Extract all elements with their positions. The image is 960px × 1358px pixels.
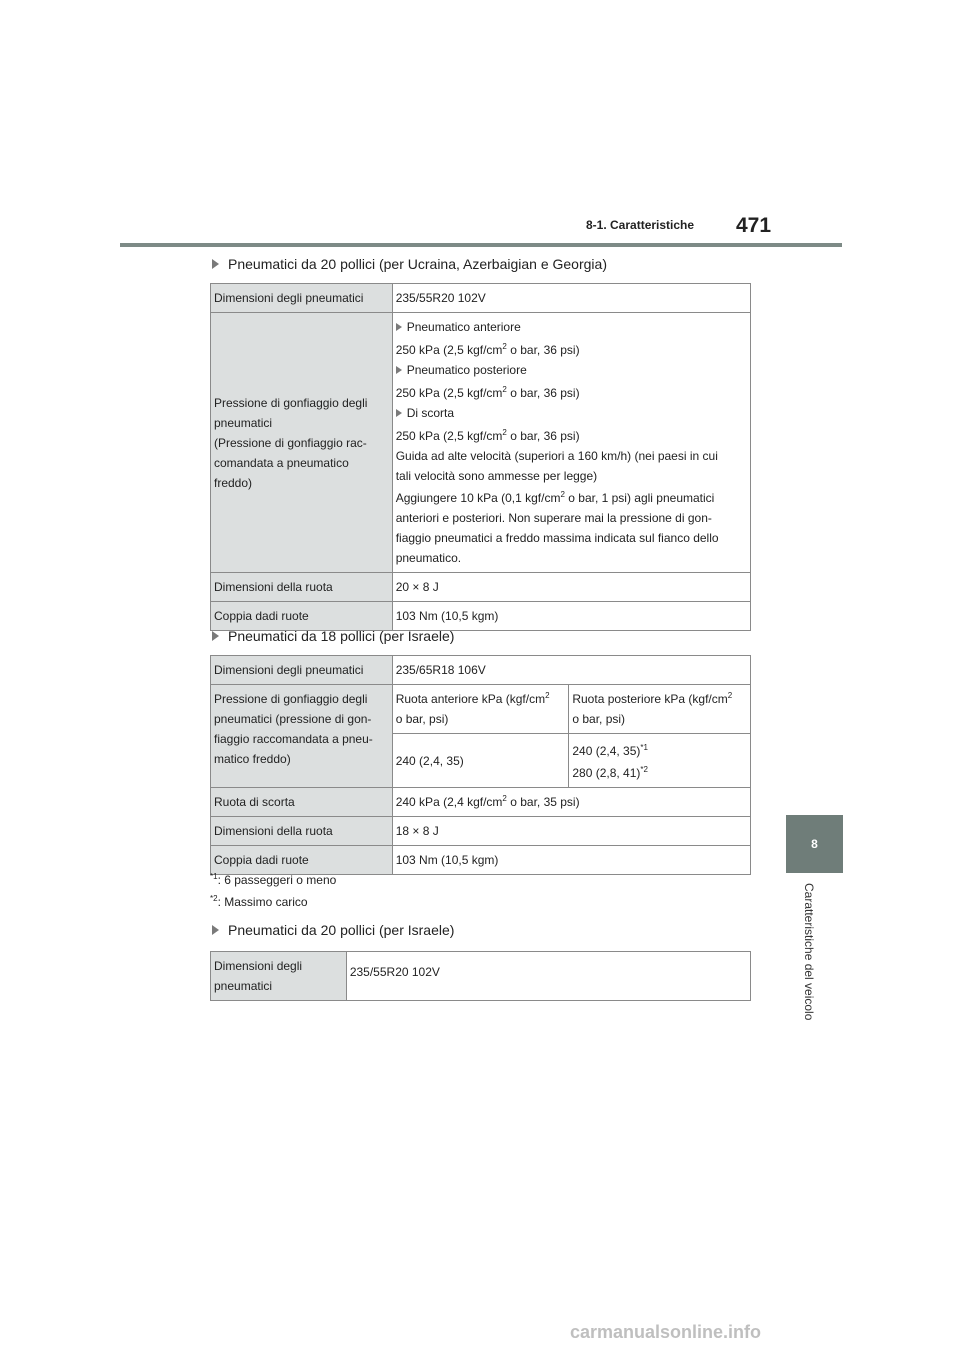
- section-title: 8-1. Caratteristiche: [586, 218, 695, 232]
- triangle-bullet-icon: [396, 366, 402, 374]
- footnote-1: $^{*1}$: 6 passeggeri o meno: [210, 872, 337, 887]
- table-row: [211, 685, 751, 734]
- footnote-2: $^{*2}$: Massimo carico: [210, 894, 308, 909]
- front-tire-value: 250 kPa (2,5 kgf/$cm^2$ o bar, 36 psi): [395, 342, 580, 357]
- pressure-values: Pneumatico anteriore 250 kPa (2,5 kgf/$cm^2$ o bar, 36 psi) Pneumatico posteriore 250 kPa (2,5 kgf/$cm^2$ o bar, 36 psi) Di scorta 250 kPa (2,5 kgf/$cm^2$ o bar, 36 psi) Guida ad alte velocità (superiori a 160 km/h) (nei paesi in cui tali velocità sono ammesse per legge) Aggiungere 10 kPa (0,1 kgf/$cm^2$ o bar, 1 psi) agli pneumatici anteriori e posteriori. Non superare mai la pressione di gon- fiaggio pneumatici a freddo massima indicata sul fianco dello pneumatico.: [392, 313, 750, 573]
- table-row: [211, 573, 751, 602]
- tire-size-label: Dimensioni degli pneumatici: [211, 656, 393, 685]
- pressure-label: Pressione di gonfiaggio degli pneumatici (pressione di gon- fiaggio raccomandata a pneu- matico freddo): [211, 685, 393, 788]
- wheel-size-label: Dimensioni della ruota: [211, 817, 393, 846]
- table-row: [211, 788, 751, 817]
- rear-wheel-values: 240 (2,4, 35)$^{*1}$ 280 (2,8, 41)$^{*2}$: [569, 734, 751, 788]
- spec-table-2: [210, 655, 751, 875]
- triangle-bullet-icon: [212, 259, 219, 269]
- table-row: [211, 846, 751, 875]
- table-row: [211, 656, 751, 685]
- pressure-label: Pressione di gonfiaggio degli pneumatici (Pressione di gonfiaggio rac- comandata a pneumatico freddo): [211, 313, 393, 573]
- watermark-text: carmanualsonline.info: [570, 1322, 762, 1342]
- front-wheel-header: Ruota anteriore kPa ($kgf/cm^2$ o bar, psi): [392, 685, 569, 734]
- wheel-size-value: 18 × 8 J: [392, 817, 750, 846]
- chapter-title: Caratteristiche del veicolo: [802, 883, 816, 1021]
- table-row: [211, 313, 751, 573]
- tire-size-value: 235/55R20 102V: [346, 952, 750, 1001]
- torque-value: 103 Nm (10,5 kgm): [392, 602, 750, 631]
- triangle-bullet-icon: [212, 925, 219, 935]
- torque-label: Coppia dadi ruote: [211, 846, 393, 875]
- rear-tire-title: Pneumatico posteriore: [396, 360, 747, 380]
- page-number: 471: [736, 214, 772, 237]
- front-wheel-value: 240 (2,4, 35): [392, 734, 569, 788]
- torque-value: 103 Nm (10,5 kgm): [392, 846, 750, 875]
- table-row: [211, 284, 751, 313]
- chapter-number: 8: [811, 837, 818, 851]
- tire-size-label: Dimensioni degli pneumatici: [211, 284, 393, 313]
- spare-wheel-value: 240 kPa (2,4 kgf/$cm^2$ o bar, 35 psi): [392, 788, 750, 817]
- rear-wheel-header: Ruota posteriore kPa ($kgf/cm^2$ o bar, psi): [569, 685, 751, 734]
- spec-table-1: [210, 283, 751, 631]
- table-row: [211, 952, 751, 1001]
- spec-table-3: [210, 951, 751, 1001]
- tire-size-label: Dimensioni degli pneumatici: [211, 952, 347, 1001]
- header-rule: [120, 243, 842, 247]
- rear-tire-value: 250 kPa (2,5 kgf/$cm^2$ o bar, 36 psi): [395, 385, 580, 400]
- section-heading-1: Pneumatici da 20 pollici (per Ucraina, Azerbaigian e Georgia): [212, 256, 607, 272]
- triangle-bullet-icon: [396, 323, 402, 331]
- triangle-bullet-icon: [212, 631, 219, 641]
- add-pressure-note: Aggiungere 10 kPa (0,1 kgf/$cm^2$ o bar, 1 psi) agli pneumatici: [395, 490, 715, 505]
- section-heading-3: Pneumatici da 20 pollici (per Israele): [212, 922, 454, 938]
- wheel-size-label: Dimensioni della ruota: [211, 573, 393, 602]
- table-row: [211, 602, 751, 631]
- high-speed-note: Guida ad alte velocità (superiori a 160 km/h) (nei paesi in cui: [395, 449, 718, 463]
- tire-size-value: 235/55R20 102V: [392, 284, 750, 313]
- spare-wheel-label: Ruota di scorta: [211, 788, 393, 817]
- front-tire-title: Pneumatico anteriore: [396, 317, 747, 337]
- chapter-title-vertical: [796, 883, 836, 1043]
- spare-tire-value: 250 kPa (2,5 kgf/$cm^2$ o bar, 36 psi): [395, 428, 580, 443]
- spare-tire-title: Di scorta: [396, 403, 747, 423]
- wheel-size-value: 20 × 8 J: [392, 573, 750, 602]
- tire-size-value: 235/65R18 106V: [392, 656, 750, 685]
- triangle-bullet-icon: [396, 409, 402, 417]
- chapter-tab: [786, 815, 843, 873]
- section-heading-2: Pneumatici da 18 pollici (per Israele): [212, 628, 454, 644]
- torque-label: Coppia dadi ruote: [211, 602, 393, 631]
- table-row: [211, 817, 751, 846]
